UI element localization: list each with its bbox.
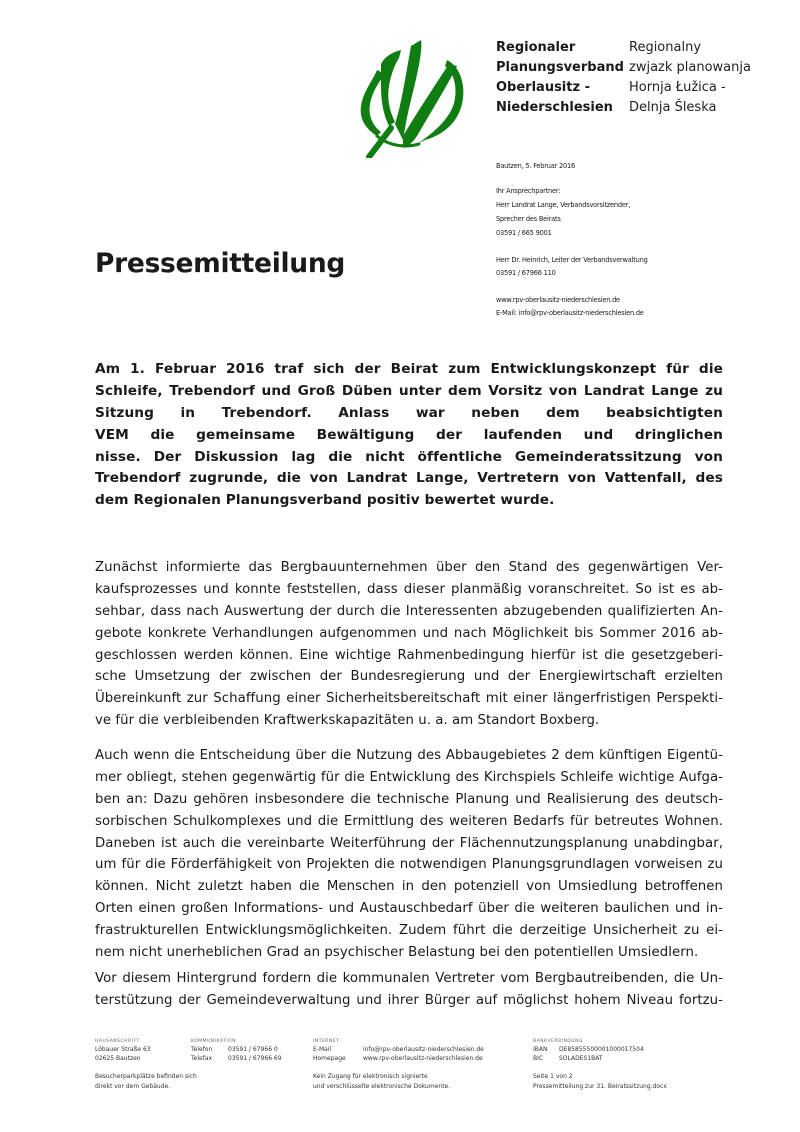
fax-number: 03591 / 67966 69 <box>228 1054 282 1062</box>
text-line: terstützung der Gemeindeverwaltung und ihrer Bürger auf möglichst hohem Niveau fortzu- <box>95 992 723 1008</box>
bic-value: SOLADES1BAT <box>559 1054 603 1062</box>
org-name-sorbian <box>629 38 751 118</box>
text-line: Daneben ist auch die vereinbarte Weiterführung der Flächennutzungsplanung unabdingbar, <box>95 835 723 851</box>
homepage-label: Homepage <box>313 1054 346 1062</box>
text-line: Am 1. Februar 2016 traf sich der Beirat zum Entwicklungskonzept für die <box>95 361 723 377</box>
website-link[interactable]: www.rpv-oberlausitz-niederschlesien.de <box>496 296 620 304</box>
footer-note: und verschlüsselte elektronische Dokumente. <box>313 1083 451 1091</box>
contact-person-2-phone: 03591 / 67966 110 <box>496 269 556 277</box>
text-line: sche Umsetzung der zwischen der Bundesregierung und der Energiewirtschaft erzielten <box>95 669 723 685</box>
footer-address <box>95 1038 197 1092</box>
text-line: frastrukturellen Entwicklungsmöglichkeiten. Zudem führt die derzeitige Unsicherheit zu ei- <box>95 923 723 939</box>
text-line: gebote konkrete Verhandlungen aufgenommen und nach Möglichkeit bis Sommer 2016 ab- <box>95 625 723 641</box>
email-label: E-Mail <box>313 1046 332 1053</box>
org-name-line: Delnja Šleska <box>629 100 717 115</box>
body-paragraph-2 <box>95 745 723 964</box>
footer-bank <box>533 1038 667 1092</box>
text-line: sehbar, dass nach Auswertung der durch die Interessenten abzugebenden qualifizierten An- <box>95 603 723 619</box>
text-line: Schleife, Trebendorf und Groß Düben unter dem Vorsitz von Landrat Lange zu <box>95 382 723 399</box>
page-number: Seite 1 von 2 <box>533 1073 573 1081</box>
contact-person-2: Herr Dr. Heinrich, Leiter der Verbandsverwaltung <box>496 256 648 264</box>
footer-note: Besucherparkplätze befinden sich <box>95 1073 197 1081</box>
text-line: Orten einen großen Informations- und Austauschbedarf über die weiteren baulichen und in- <box>95 901 723 917</box>
text-line: nisse. Der Diskussion lag die nicht öffentliche Gemeinderatssitzung von <box>95 448 723 465</box>
text-line: mer obliegt, stehen gegenwärtig für die Entwicklung des Kirchspiels Schleife wichtige Aufga- <box>95 769 723 785</box>
phone-label: Telefon <box>191 1046 213 1053</box>
footer-label: BANKVERBINDUNG <box>533 1039 583 1044</box>
text-line: ve für die verbleibenden Kraftwerkskapazitäten u. a. am Standort Boxberg. <box>95 713 600 729</box>
text-line: dem Regionalen Planungsverband positiv bewertet wurde. <box>95 492 555 509</box>
footer-note: direkt vor dem Gebäude. <box>95 1083 171 1091</box>
footer-label: INTERNET <box>313 1039 340 1044</box>
text-line: nem nicht unerheblichen Grad an psychischer Belastung bei den potentiellen Umsiedlern. <box>95 945 699 961</box>
iban-label: IBAN <box>533 1046 548 1053</box>
org-name-line: Niederschlesien <box>496 100 613 115</box>
text-line: um für die Förderfähigkeit von Projekten die notwendigen Planungsgrundlagen vorweisen zu <box>95 857 723 873</box>
org-name-line: zwjazk planowanja <box>629 60 751 75</box>
org-name-line: Planungsverband <box>496 60 624 75</box>
footer-homepage-link[interactable]: www.rpv-oberlausitz-niederschlesien.de <box>363 1054 483 1062</box>
contact-person-1: Herr Landrat Lange, Verbandsvorsitzender, <box>496 201 631 209</box>
text-line: geschlossen werden können. Eine wichtige Rahmenbedingung hierfür ist die gesetzgeberi- <box>95 647 723 663</box>
contact-label: Ihr Ansprechpartner: <box>496 187 561 195</box>
rpv-logo-icon <box>355 36 467 158</box>
footer-internet <box>313 1038 484 1092</box>
text-line: Vor diesem Hintergrund fordern die kommunalen Vertreter vom Bergbautreibenden, die Un- <box>95 971 723 986</box>
date: Bautzen, 5. Februar 2016 <box>496 162 575 170</box>
text-line: Trebendorf zugrunde, die von Landrat Lange, Vertretern von Vattenfall, des <box>95 470 723 487</box>
fax-label: Telefax <box>191 1054 213 1062</box>
contact-person-1-role: Sprecher des Beirats <box>496 215 561 223</box>
iban-value: DE85855500001000017504 <box>559 1046 644 1053</box>
footer-city: 02625 Bautzen <box>95 1054 141 1062</box>
text-line: sorbischen Schulkomplexes und die Ermittlung des weiteren Bedarfs für betreutes Wohnen. <box>95 813 723 829</box>
page-title: Pressemitteilung <box>95 248 346 279</box>
footer-email-link[interactable]: info@rpv-oberlausitz-niederschlesien.de <box>363 1046 484 1053</box>
text-line: ben an: Dazu gehören insbesondere die technische Planung und Realisierung des deutsch- <box>95 791 723 807</box>
contact-person-1-phone: 03591 / 665 9001 <box>496 229 552 237</box>
org-name-line: Hornja Łužica - <box>629 80 726 95</box>
text-line: Auch wenn die Entscheidung über die Nutzung des Abbaugebietes 2 dem künftigen Eigentü- <box>95 748 723 763</box>
footer-label: KOMMUNIKATION <box>191 1039 237 1044</box>
footer-communication <box>191 1038 282 1063</box>
footer-label: HAUSANSCHRIFT <box>95 1039 140 1044</box>
text-line: kaufsprozesses und konnte feststellen, dass dieser planmäßig voranschreitet. So ist es ab- <box>95 581 723 597</box>
document-filename: Pressemitteilung zur 31. Beiratssitzung.docx <box>533 1083 667 1091</box>
org-name-line: Regionaler <box>496 40 576 55</box>
bic-label: BIC <box>533 1054 544 1062</box>
footer-street: Löbauer Straße 63 <box>95 1046 151 1053</box>
text-line: Übereinkunft zur Schaffung einer Sicherheitsbereitschaft mit einer längerfristigen Perspekti- <box>95 691 723 707</box>
org-name-german <box>496 38 624 118</box>
body-paragraph-3 <box>95 968 723 1012</box>
lead-paragraph <box>95 359 723 512</box>
email-link[interactable]: E-Mail: info@rpv-oberlausitz-niederschlesien.de <box>496 309 644 317</box>
org-name-line: Regionalny <box>629 40 702 55</box>
footer-note: Kein Zugang für elektronisch signierte <box>313 1073 428 1081</box>
body-paragraph-1 <box>95 557 723 732</box>
org-name-line: Oberlausitz - <box>496 80 590 95</box>
text-line: VEM die gemeinsame Bewältigung der laufenden und dringlichen <box>95 426 723 443</box>
text-line: Sitzung in Trebendorf. Anlass war neben dem beabsichtigten <box>95 404 723 421</box>
phone-number[interactable]: 03591 / 67966 0 <box>228 1046 278 1053</box>
text-line: Zunächst informierte das Bergbauunternehmen über den Stand des gegenwärtigen Ver- <box>95 560 723 575</box>
text-line: können. Nicht zuletzt haben die Menschen in den potenziell von Umsiedlung betroffenen <box>95 879 723 895</box>
